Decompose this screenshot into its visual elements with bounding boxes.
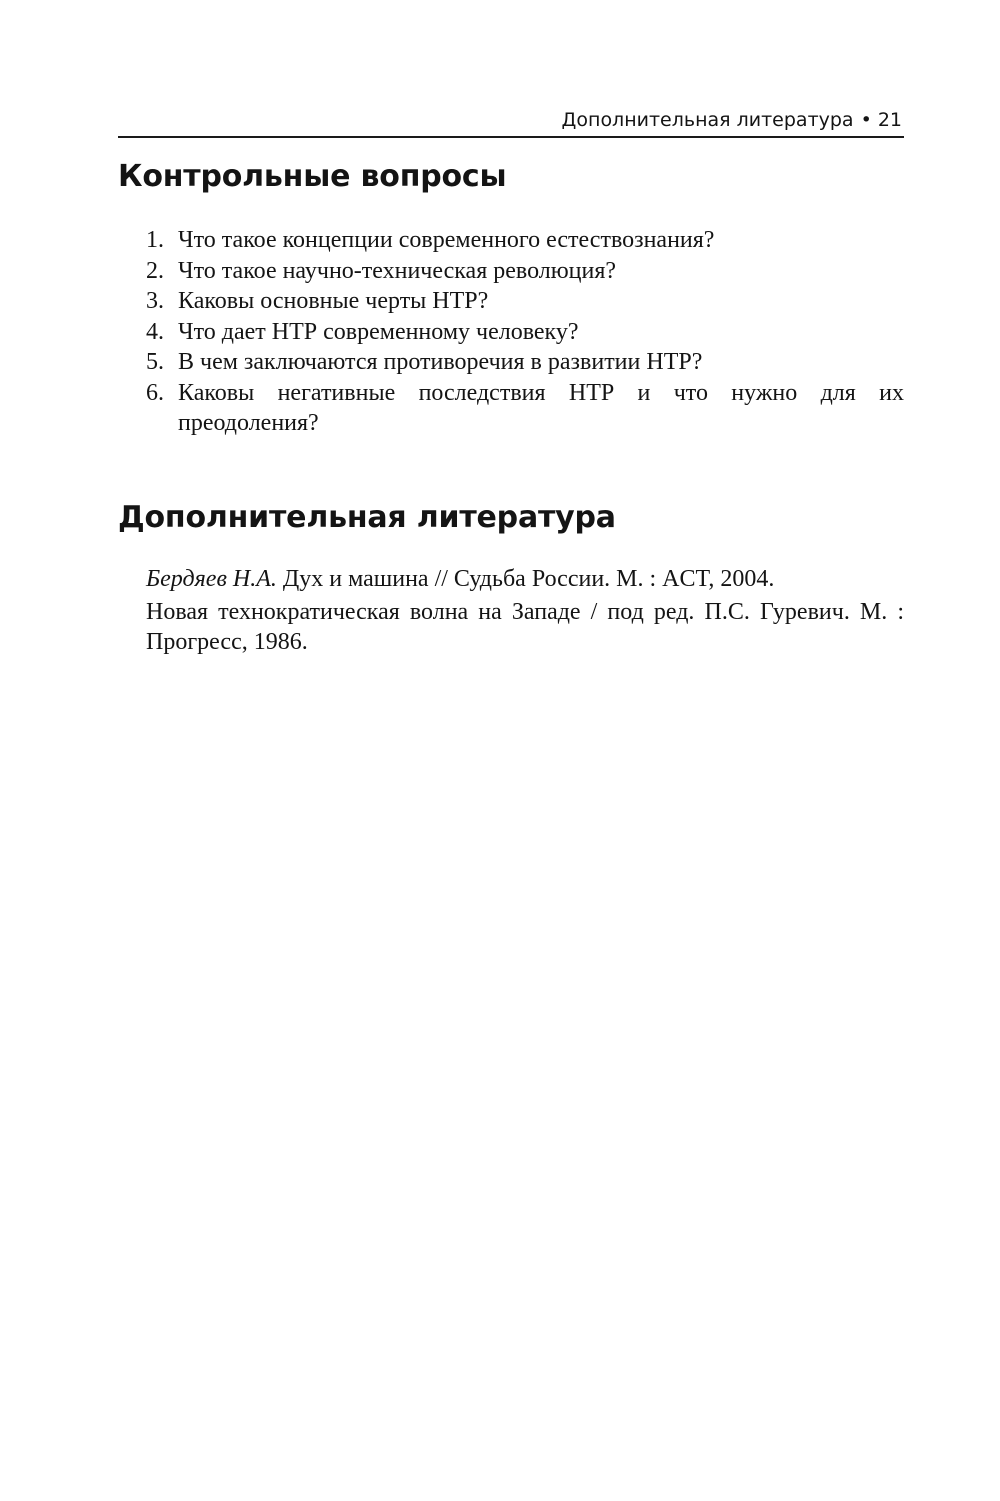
questions-list: [146, 225, 904, 439]
questions-heading: Контрольные вопросы: [118, 159, 507, 194]
question-text: Что дает НТР современному человеку?: [178, 318, 579, 345]
question-number: 4.: [146, 318, 164, 345]
question-item: [146, 225, 904, 256]
reference-text: Новая технократическая волна на Западе / под ред. П.С. Гуревич. М. : Прогресс, 1986.: [146, 598, 904, 655]
question-item: [146, 378, 904, 439]
references-list: [146, 564, 904, 658]
question-item: [146, 256, 904, 287]
question-number: 3.: [146, 288, 164, 314]
header-separator: •: [860, 109, 872, 131]
reference-text: Дух и машина // Судьба России. М. : ACT, 2004.: [282, 566, 775, 592]
reference-entry: [146, 564, 904, 595]
question-number: 1.: [146, 227, 164, 253]
literature-heading: Дополнительная литература: [118, 500, 616, 535]
question-item: [146, 347, 904, 378]
reference-entry: [146, 597, 904, 658]
running-header-title: Дополнительная литература: [561, 109, 854, 131]
running-header: [118, 104, 904, 138]
reference-author: Бердяев Н.А.: [146, 566, 277, 592]
page-number: 21: [877, 109, 902, 131]
question-number: 2.: [146, 257, 164, 284]
question-number: 6.: [146, 379, 164, 406]
question-text: Что такое научно-техническая революция?: [178, 257, 617, 284]
question-number: 5.: [146, 349, 164, 375]
question-text: Что такое концепции современного естествознания?: [178, 227, 715, 253]
running-header-text: [562, 109, 902, 131]
question-text: Каковы основные черты НТР?: [178, 288, 489, 314]
question-text: Каковы негативные последствия НТР и что нужно для их преодоления?: [178, 379, 904, 436]
question-item: [146, 286, 904, 317]
question-item: [146, 317, 904, 348]
question-text: В чем заключаются противоречия в развитии НТР?: [178, 349, 703, 375]
